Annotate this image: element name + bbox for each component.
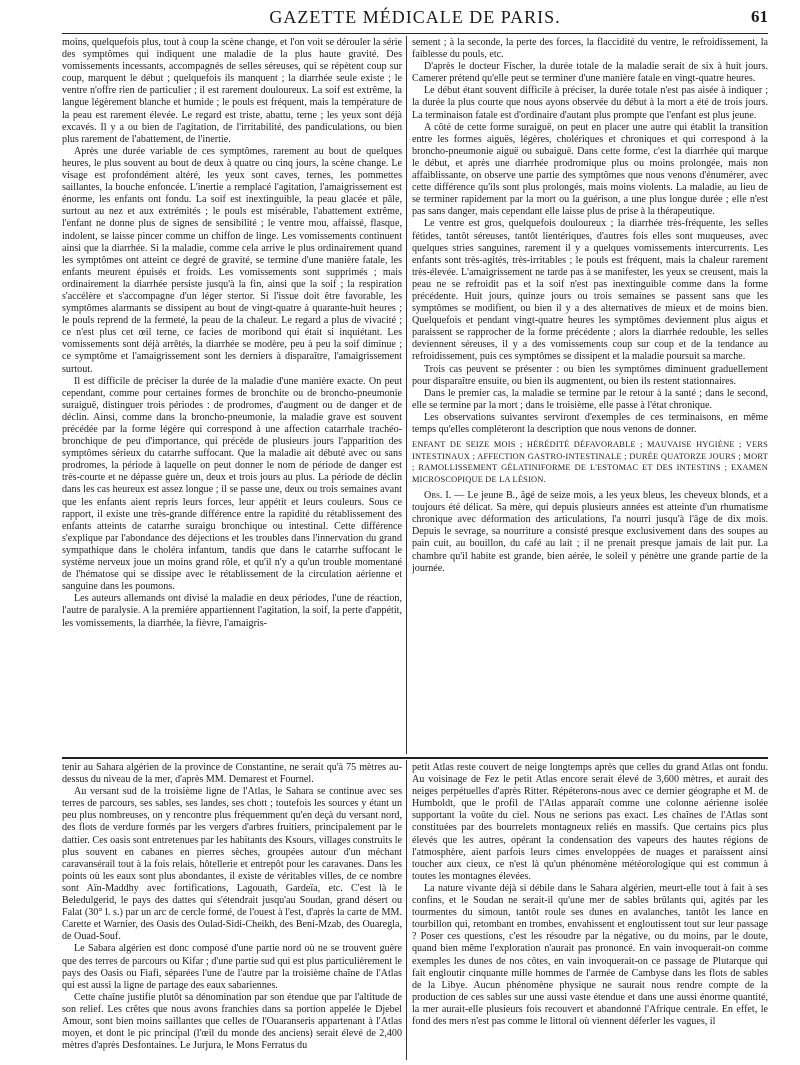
observation-label: Obs. I.	[424, 490, 452, 502]
paragraph: D'après le docteur Fischer, la durée totale de la maladie serait de six à huit jours. Camerer prétend qu'elle peut se terminer d'une manière fatale en vingt-quatre heures.	[412, 61, 768, 85]
paragraph: tenir au Sahara algérien de la province de Constantine, ne serait qu'à 75 mètres au-dessus du niveau de la mer, d'après MM. Demarest et Fournel.	[62, 762, 402, 786]
paragraph: Au versant sud de la troisième ligne de l'Atlas, le Sahara se continue avec ses terres de parcours, ses sables, ses landes, ses chott ; toutefois les sources y étant un peu plus nombreuses, on y rencontre plus fréquemment qu'en deçà du versant nord, des flots de verdure formés par les vergers d'arbres fruitiers, principalement par le dattier. Ces oasis sont entretenues par les habitants des Ksours, villages construits le plus souvent en cabanes en pierres sèches, groupées autour d'un méchant caravansérail tout à la fois relais, hôtellerie et entrepôt pour les caravanes. Dans les points où les eaux sont plus abondantes, il existe de véritables villes, de ce nombre sont Aïn-Maddhy avec fortifications, Lagouath, Gardeïa, etc. C'est là le Beledulgerid, le pays des dattes qui s'étendrait jusqu'au Soudan, grand désert ou Falat (30° l. s.) par un arc de cercle formé, de l'ouest à l'est, d'après la carte de MM. Carette et Warnier, des Oasis des Oulad-Sidi-Cheikh, des Beni-Mzab, des Ouaregla, de Ouad-Souf.	[62, 786, 402, 943]
journal-title: GAZETTE MÉDICALE DE PARIS.	[269, 7, 561, 27]
observation-paragraph	[412, 490, 768, 575]
top-left-column	[62, 37, 402, 756]
paragraph: moins, quelquefois plus, tout à coup la scène change, et l'on voit se dérouler la série des symptômes qui indiquent une maladie de la plus haute gravité. Des vomissements incessants, accompagnés de selles séreuses, qui se répètent coup sur coup, marquent le début ; quelquefois ils manquent ; la diarrhée seule existe ; le ventre n'offre rien de particulier ; il est rarement douloureux. La soif est extrême, la langue légèrement blanche et humide ; le pouls est fréquent, mais la température de la peau est rarement élevée. Le regard est triste, abattu, terne ; les yeux sont déjà excavés. Il y a ou bien de l'agitation, de l'irritabilité, des pandiculations, ou bien plus rarement de l'abattement, de l'inertie.	[62, 37, 402, 145]
paragraph: Le ventre est gros, quelquefois douloureux ; la diarrhée très-fréquente, les selles fétides, tantôt séreuses, tantôt lientériques, d'autres fois elles sont muqueuses, avec quelques stries sanguines, rarement il y a quelques vomissements intercurrents. Les enfants sont très-agités, très-irritables ; le pouls est fréquent, mais la chaleur rarement très-élevée. L'amaigrissement ne tarde pas à se manifester, les yeux se creusent, mais la peau ne se refroidit pas et la soif n'est pas inextinguible comme dans la forme précédente. Huit jours, quinze jours ou trois semaines se passent sans que les symptômes se modifient, ou bien il y a des alternatives de mieux et de moins bien. Quelquefois et pendant vingt-quatre heures les symptômes deviennent plus aigus et paraissent se rapprocher de la forme précédente ; alors la diarrhée redouble, les selles deviennent séreuses, il y a des vomissements coup sur coup et de la tendance au refroidissement, puis ces symptômes se dissipent et la maladie poursuit sa marche.	[412, 218, 768, 363]
bottom-left-column	[62, 762, 402, 1060]
section-divider	[62, 757, 768, 759]
page-number: 61	[751, 7, 768, 26]
observation-heading: ENFANT DE SEIZE MOIS ; HÉRÉDITÉ DÉFAVORABLE ; MAUVAISE HYGIÈNE ; VERS INTESTINAUX ; AFFECTION GASTRO-INTESTINALE ; DURÉE QUATORZE JOURS ; MORT ; RAMOLLISSEMENT GÉLATINIFORME DE L'ESTOMAC ET DES INTESTINS ; EXAMEN MICROSCOPIQUE DE LA LÉSION.	[412, 440, 768, 484]
paragraph: Les auteurs allemands ont divisé la maladie en deux périodes, l'une de réaction, l'autre de paralysie. A la première appartiennent l'agitation, la soif, la perte d'appétit, les vomissements, la diarrhée, la fièvre, l'amaigris-	[62, 593, 402, 629]
top-right-column	[412, 37, 768, 756]
paragraph: Les observations suivantes serviront d'exemples de ces terminaisons, en même temps qu'elles compléteront la description que nous venons de donner.	[412, 411, 768, 435]
paragraph: Il est difficile de préciser la durée de la maladie d'une manière exacte. On peut cependant, comme pour certaines formes de bronchite ou de broncho-pneumonie suraiguë, distinguer trois périodes : de prodromes, d'augment ou de danger et de déclin. Ainsi, comme dans la broncho-pneumonie, la maladie grave est souvent précédée par la forme légère qui correspond à une affection catarrhale trachéo-bronchique de peu d'importance, qui précède de plusieurs jours l'apparition des symptômes sérieux du catarrhe suffocant. Que la maladie ait débuté avec ou sans prodromes, la période à laquelle on peut donner le nom de période de danger est très-courte et ne dépasse guère un, deux et trois jours au plus. La période de déclin dans les cas heureux est assez longue ; il se passe une, deux ou trois semaines avant que les enfants aient repris leurs forces, leur appétit et leurs couleurs. Sous ce rapport, il existe une très-grande différence entre la rapidité du rétablissement des enfants atteints de catarrhe suraigu bronchique ou intestinal. Cette différence s'explique par l'abondance des déjections et les troubles dans l'innervation du grand sympathique dans le choléra infantum, tandis que dans le catarrhe suffocant le système nerveux joue un moins grand rôle, et qu'il n'y a qu'un trouble momentané de l'hématose qui se dissipe avec le rétablissement de la circulation aérienne et sanguine dans les poumons.	[62, 375, 402, 593]
paragraph: petit Atlas reste couvert de neige longtemps après que celles du grand Atlas ont fondu. Au voisinage de Fez le petit Atlas encore serait élevé de 3,600 mètres, et aurait des neiges perpétuelles d'après Ritter. Répéterons-nous avec ce dernier géographe et M. de Humboldt, que le profil de l'Atlas apparaît comme une colonne aérienne isolée supportant la voûte du ciel. Nous ne serions pas exact. Les chaînes de l'Atlas sont constituées par des bourrelets montagneux reliés en massifs. Que certains pics plus élevés que les autres, opérant la condensation des vapeurs des hautes régions de l'atmosphère, aient parfois leurs cimes enveloppées de nuages et paraissent ainsi toucher aux cieux, ce n'est là qu'un phénomène météorologique qui est commun à toutes les montagnes élevées.	[412, 762, 768, 882]
paragraph: Trois cas peuvent se présenter : ou bien les symptômes diminuent graduellement pour disparaître ensuite, ou bien ils augmentent, ou bien ils restent stationnaires.	[412, 363, 768, 387]
observation-text: — Le jeune B., âgé de seize mois, a les yeux bleus, les cheveux blonds, et a toujours été délicat. Sa mère, qui depuis plusieurs années est atteinte d'un rhumatisme chronique avec déformation des articulations, l'a nourri jusqu'à l'âge de dix mois. Depuis le sevrage, sa nourriture a consisté presque exclusivement dans des soupes au pain cuit, au bouillon, du café au lait ; il ne prenait presque jamais de lait pur. La chambre qu'il habite est grande, bien aérée, le soleil y pénètre une grande partie de la journée.	[412, 490, 768, 574]
column-divider-top	[406, 36, 407, 754]
paragraph: Dans le premier cas, la maladie se termine par le retour à la santé ; dans le second, elle se termine par la mort ; dans le troisième, elle passe à l'état chronique.	[412, 387, 768, 411]
paragraph: Cette chaîne justifie plutôt sa dénomination par son étendue que par l'altitude de son relief. Les crêtes que nous avons franchies dans sa portion appelée le Djebel Amour, sont bien moins saillantes que celles de l'Ouaranseris appartenant à l'Atlas moyen, et dont le pic principal (l'œil du monde des anciens) serait élevé de 2,400 mètres d'après Desfontaines. Le Jurjura, le Mons Ferratus du	[62, 991, 402, 1052]
column-divider-bottom	[406, 760, 407, 1060]
paragraph: sement ; à la seconde, la perte des forces, la flaccidité du ventre, le refroidissement, la faiblesse du pouls, etc.	[412, 37, 768, 61]
paragraph: A côté de cette forme suraiguë, on peut en placer une autre qui établit la transition entre les formes aiguës, légères, cholériques et chroniques et qui correspond à la broncho-pneumonie aiguë ou subaiguë. Dans cette forme, c'est la diarrhée qui marque le début, et après une diarrhée prodromique plus ou moins prolongée, mais non affaiblissante, on observe une partie des symptômes que nous venons d'énumérer, avec cette différence qu'ils sont plus prolongés, mais moins violents. La maladie, au lieu de se terminer rapidement par la mort ou la guérison, a une plus longue durée ; elle n'est pas sans danger, mais cependant elle laisse plus de prise à la thérapeutique.	[412, 121, 768, 218]
paragraph: Le début étant souvent difficile à préciser, la durée totale n'est pas aisée à indiquer ; la durée la plus courte que nous ayons observée du début à la mort a été de trois jours. La terminaison fatale est d'ordinaire d'autant plus prompte que l'enfant est plus jeune.	[412, 85, 768, 121]
page-header	[62, 5, 768, 34]
paragraph: Le Sabara algérien est donc composé d'une partie nord où ne se trouvent guère que des terres de parcours ou Kifar ; d'une partie sud qui est plus particulièrement le pays des Oasis ou Fiafi, séparées l'une de l'autre par la troisième chaîne de l'Atlas qui est aussi la ligne de partage des eaux sabariennes.	[62, 943, 402, 991]
paragraph: Après une durée variable de ces symptômes, rarement au bout de quelques heures, le plus souvent au bout de deux à quatre ou cinq jours, la scène change. Le visage est profondément altéré, les yeux sont caves, ternes, les pommettes saillantes, la bouche enfoncée. L'inertie a remplacé l'agitation, l'amaigrissement est énorme, les enfants ont fondu. La soif est inextinguible, la peau glacée et pâle, surtout au nez et aux extrémités ; le pouls est misérable, l'abattement extrême, l'enfant ne donne plus de signes de sensibilité ; le ventre mou, affaissé, flasque, indolent, se laisse pincer comme un chiffon de linge. Les vomissements continuent ainsi que la diarrhée. Si la maladie, comme cela arrive le plus ordinairement quand les symptômes ont atteint ce degré de gravité, se termine d'une manière fatale, les enfants meurent épuisés et froids. Les vomissements sont supprimés ; mais ordinairement la diarrhée persiste jusqu'à la fin, ainsi que la soif ; la respiration s'accélère et s'accompagne d'un léger stertor. Si l'issue doit être favorable, les symptômes alarmants se dissipent au bout de vingt-quatre à quarante-huit heures ; le pouls reprend de la fermeté, la peau de la chaleur. Le regard a plus de vivacité ; ce n'est plus cet œil terne, ce facies de moribond qui était si inquiétant. Les vomissements sont déjà arrêtés, la diarrhée se modère, peu à peu la soif diminue ; ce symptôme et l'amaigrissement sont les derniers à disparaître, l'amaigrissement surtout.	[62, 145, 402, 375]
bottom-right-column	[412, 762, 768, 1060]
paragraph: La nature vivante déjà si débile dans le Sahara algérien, meurt-elle tout à fait à ses confins, et le Soudan ne serait-il qu'une mer de sables brûlants qui, agités par les tourmentes du simoun, tantôt roule ses dunes en avalanches, tantôt les lance en tourbillon qui, retombant en trombes, envahissent et engloutissent tout sur leur passage ? Poser ces questions, c'est les résoudre par la négative, ou du moins, par le doute, quand bien même l'exploration n'aurait pas prononcé. En vain invoquerait-on comme exemples les dunes de nos côtes, en vain invoquerait-on ce passage de Plutarque qui fait engloutir cinquante mille hommes de l'armée de Cambyse dans les flots de sables de la Libye. Aucun phénomène physique ne saurait nous rendre compte de la production de ces sables sur une aussi vaste étendue et dans une aussi énorme quantité, la mer aurait-elle plusieurs fois recouvert et abandonné l'Afrique centrale. En effet, le fond des mers n'est pas comme le littoral où viennent déferler les vagues, il	[412, 882, 768, 1027]
